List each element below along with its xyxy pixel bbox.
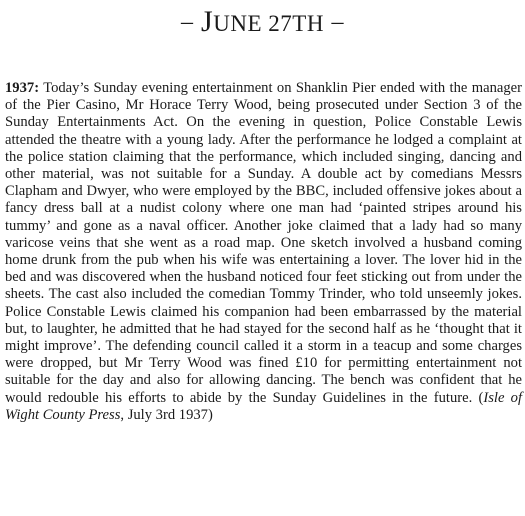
- entry-source-publication: Isle of Wight County Press: [5, 389, 522, 423]
- entry-text: Today’s Sunday evening entertainment on Shanklin Pier ended with the manager of the Pier Casino, Mr Horace Terry Wood, being prosecuted under Section 3 of the Sunday Entertainments Act. On the evening in question, Police Constable Lewis attended the theatre with a young lady. After the performance he lodged a complaint at the police station claiming that the performance, which included singing, dancing and other material, was not suitable for a Sunday. A double act by comedians Messrs Clapham and Dwyer, who were employed by the BBC, included offensive jokes about a fancy dress ball at a nudist colony where one man had ‘painted stripes around his tummy’ and gone as a naval officer. Another joke claimed that a lady had so many varicose veins that she went as a road map. One sketch involved a husband coming home drunk from the pub when his wife was entertaining a lover. The lover hid in the bed and was discovered when the husband noticed four feet sticking out from under the sheets. The cast also included the comedian Tommy Trinder, who told unseemly jokes. Police Constable Lewis claimed his companion had been embarrassed by the material but, to laughter, he admitted that he had stayed for the second half as he ‘thought that it might improve’. The defending council called it a storm in a teacup and some charges were dropped, but Mr Terry Wood was fined £10 for permitting entertainment not suitable for the day and also for allowing dancing. The bench was confident that he would redouble his efforts to abide by the Sunday Guidelines in the future. (: [5, 80, 522, 406]
- heading-right-ornament: –: [331, 9, 344, 35]
- heading-date-initial: J: [201, 5, 214, 38]
- entry-source-date: , July 3rd 1937): [120, 406, 213, 423]
- entry-paragraph: [5, 80, 522, 424]
- heading-date-rest: UNE 27: [213, 11, 293, 36]
- page-heading: [0, 4, 525, 42]
- diary-entry: [5, 80, 522, 424]
- heading-left-ornament: –: [181, 9, 194, 35]
- entry-year: 1937:: [5, 80, 40, 96]
- heading-date-suffix: TH: [292, 11, 324, 36]
